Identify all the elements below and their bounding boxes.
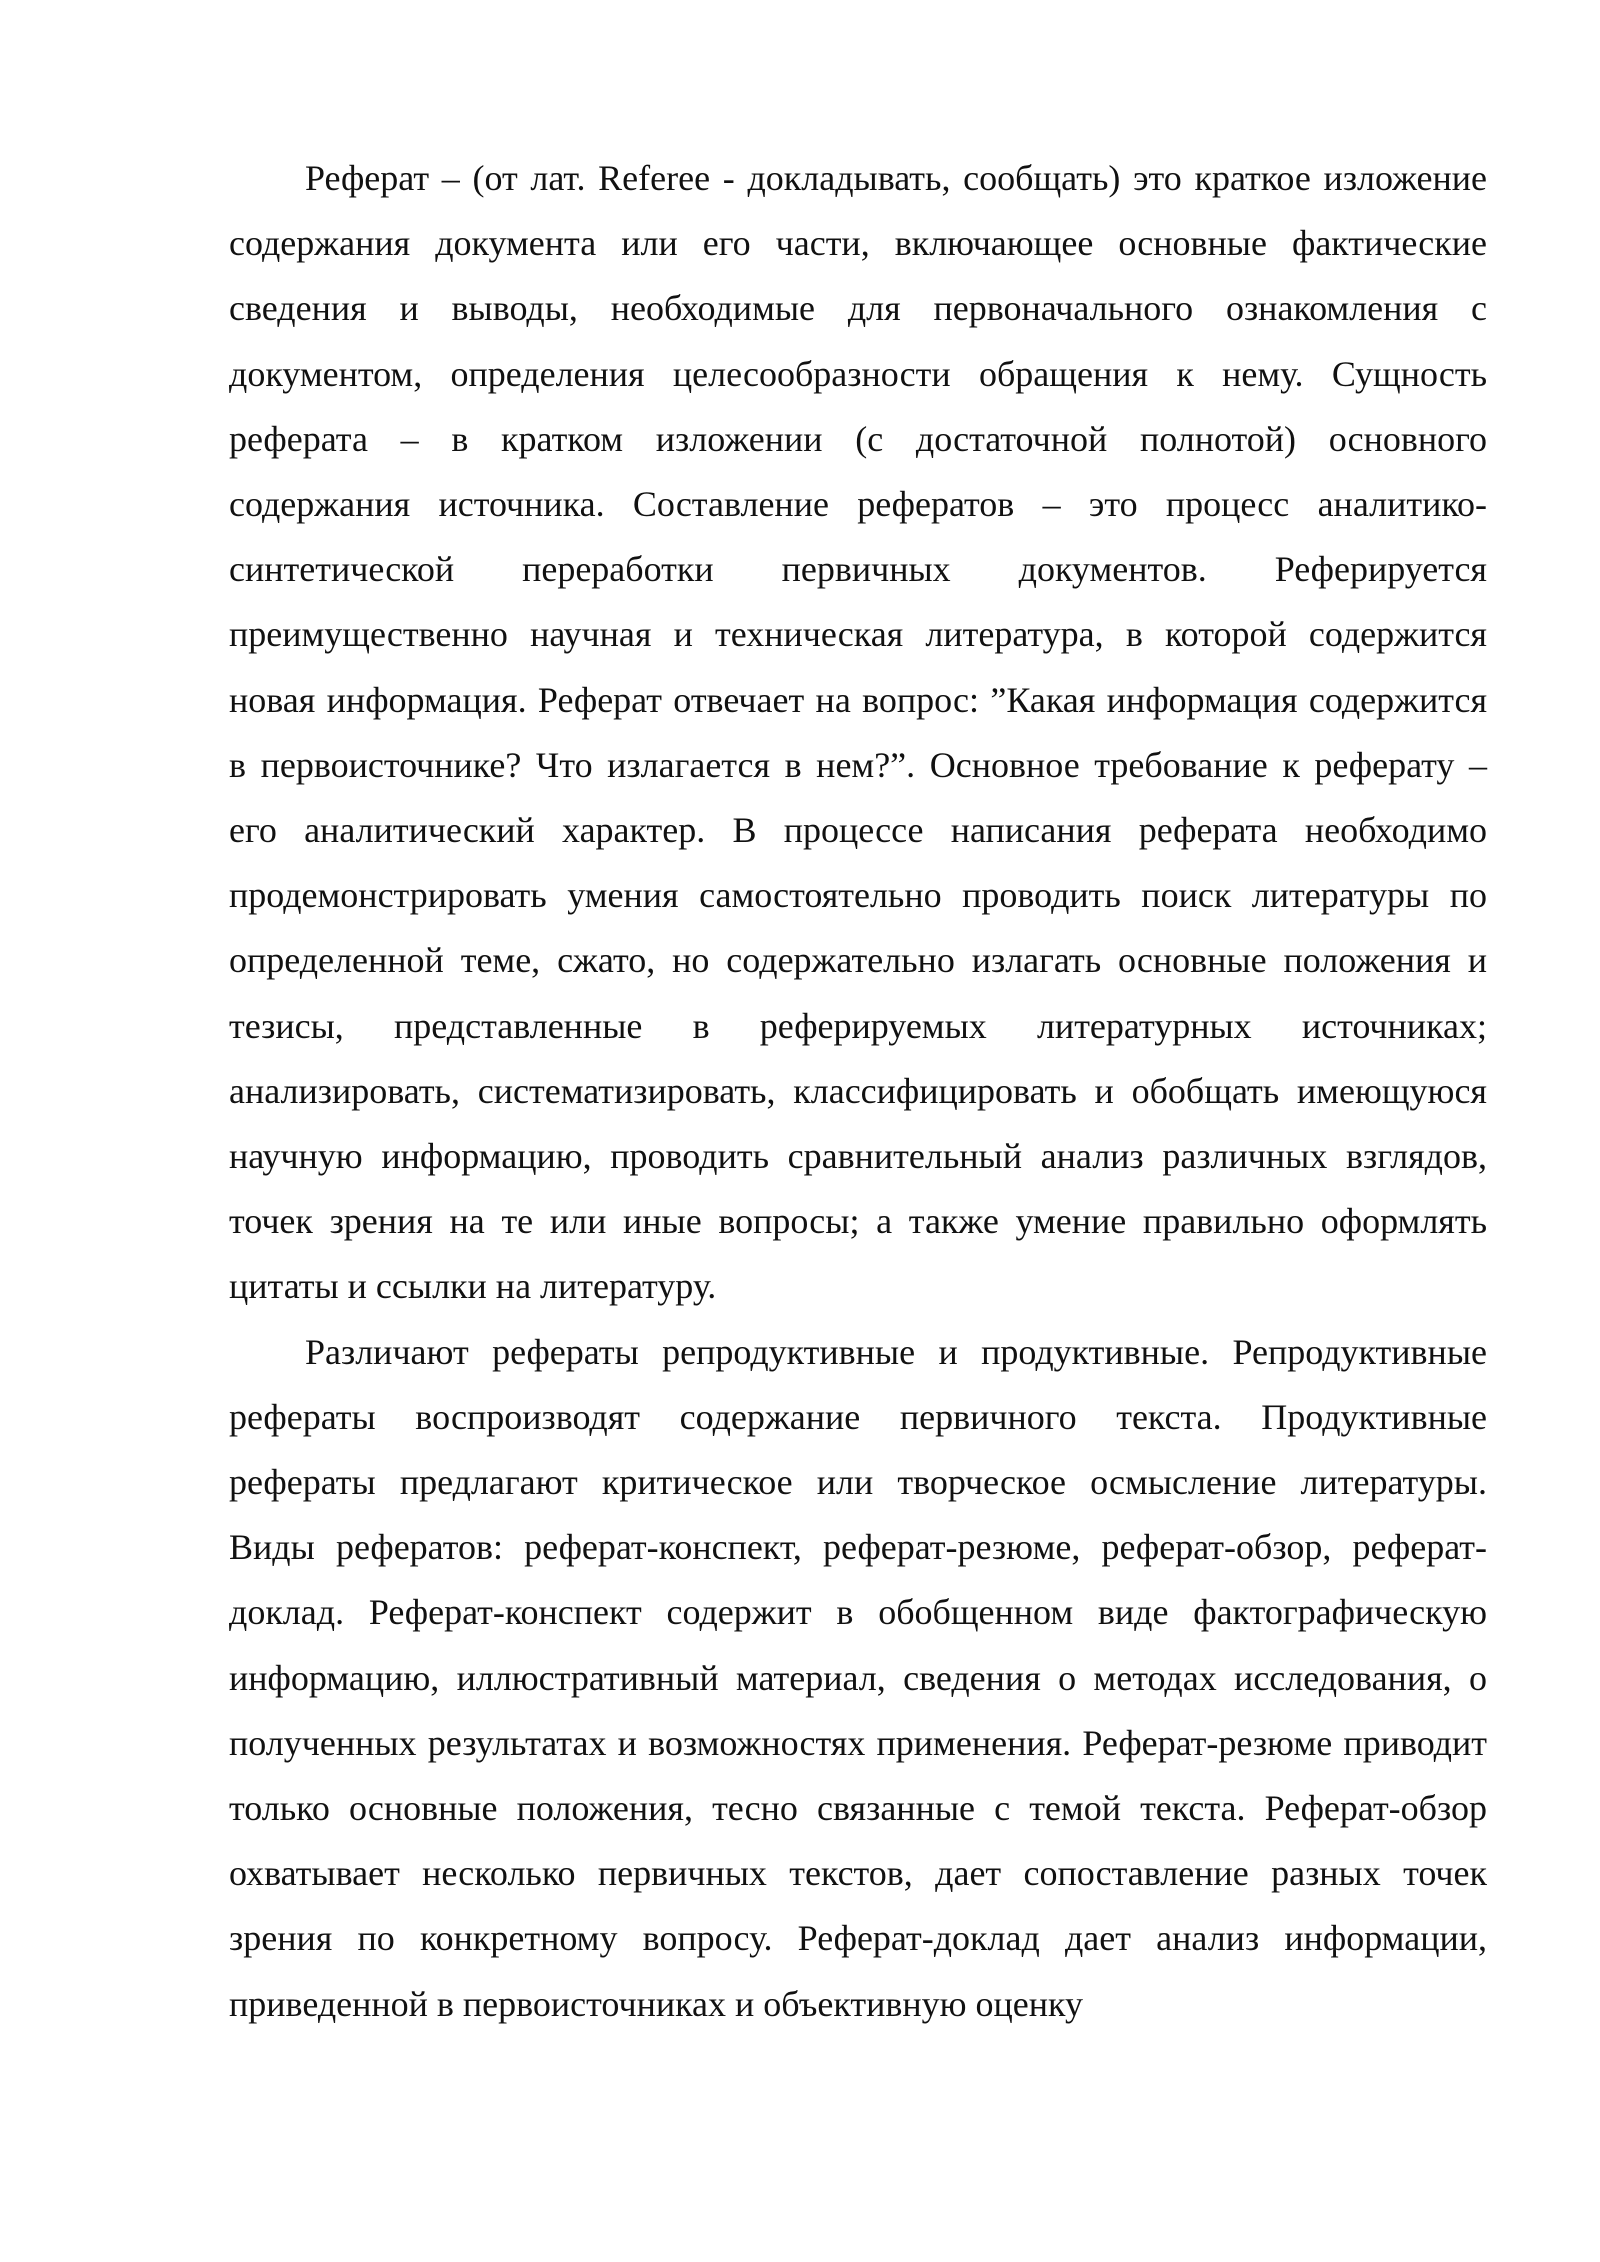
paragraph-types: Различают рефераты репродуктивные и продуктивные. Репродуктивные рефераты воспроизводят содержание первичного текста. Продуктивные рефераты предлагают критическое или творческое осмысление литературы. Виды рефератов: реферат-конспект, реферат-резюме, реферат-обзор, реферат-доклад. Реферат-конспект содержит в обобщенном виде фактографическую информацию, иллюстративный материал, сведения о методах исследования, о полученных результатах и возможностях применения. Реферат-резюме приводит только основные положения, тесно связанные с темой текста. Реферат-обзор охватывает несколько первичных текстов, дает сопоставление разных точек зрения по конкретному вопросу. Реферат-доклад дает анализ информации, приведенной в первоисточниках и объективную оценку xyxy=(229,1331,1487,2024)
paragraph-definition: Реферат – (от лат. Referee - докладывать, сообщать) это краткое изложение содержания документа или его части, включающее основные фактические сведения и выводы, необходимые для первоначального ознакомления с документом, определения целесообразности обращения к нему. Сущность реферата – в кратком изложении (с достаточной полнотой) основного содержания источника. Составление рефератов – это процесс аналитико-синтетической переработки первичных документов. Реферируется преимущественно научная и техническая литература, в которой содержится новая информация. Реферат отвечает на вопрос: ”Какая информация содержится в первоисточнике? Что излагается в нем?”. Основное требование к реферату – его аналитический характер. В процессе написания реферата необходимо продемонстрировать умения самостоятельно проводить поиск литературы по определенной теме, сжато, но содержательно излагать основные положения и тезисы, представленные в реферируемых литературных источниках; анализировать, систематизировать, классифицировать и обобщать имеющуюся научную информацию, проводить сравнительный анализ различных взглядов, точек зрения на те или иные вопросы; а также умение правильно оформлять цитаты и ссылки на литературу. xyxy=(229,158,1487,1307)
text-column xyxy=(229,146,1487,2037)
